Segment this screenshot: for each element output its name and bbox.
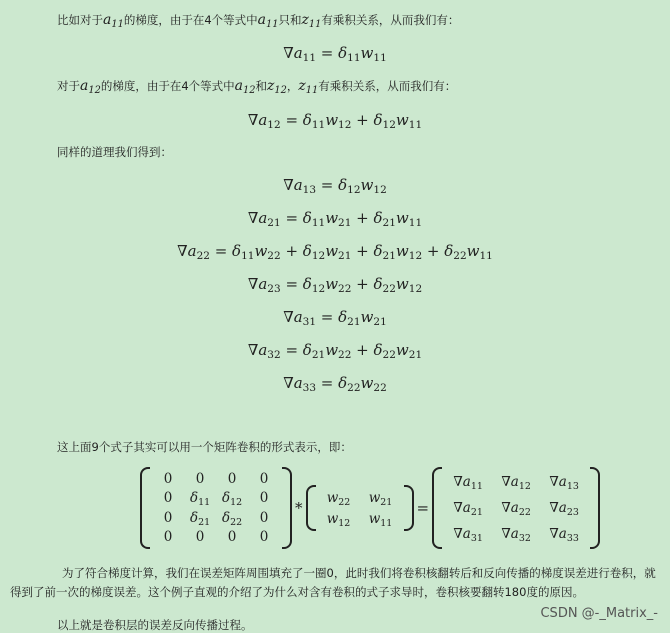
intro1-text-a: 比如对于 xyxy=(57,13,103,27)
equation-grad-a32: $\nabla a_{32} = \delta_{21}w_{22} + \delta_{22}w_{21}$ xyxy=(247,341,423,361)
matrix-cell: 0 xyxy=(195,529,205,546)
math-a11-b: $a_{11}$ xyxy=(257,12,279,30)
matrix-convolution-equation xyxy=(140,466,600,550)
equation-grad-a22: $\nabla a_{22} = \delta_{11}w_{22} + \delta_{12}w_{21} + \delta_{21}w_{12} + \delta_{22}w_{11}$ xyxy=(177,242,493,262)
math-z12: $z_{12}$ xyxy=(266,78,287,96)
rotated-kernel-matrix xyxy=(306,485,414,531)
intro-line-3: 同样的道理我们得到： xyxy=(57,145,172,159)
matrix-cell: $\nabla a_{22}$ xyxy=(501,500,531,518)
math-a11: $a_{11}$ xyxy=(103,12,124,30)
equals-sign: = xyxy=(416,499,430,517)
intro2-text-b: 的梯度，由于在4个等式中 xyxy=(100,79,235,93)
matrix-cell: $\delta_{21}$ xyxy=(190,509,211,528)
math-a12: $a_{12}$ xyxy=(80,78,101,96)
intro-line-1 xyxy=(57,12,459,28)
convolution-operator: * xyxy=(295,499,303,517)
intro2-text-a: 对于 xyxy=(57,79,80,93)
math-a12-b: $a_{12}$ xyxy=(234,78,256,96)
math-z11-b: $z_{11}$ xyxy=(298,78,319,96)
matrix-cell: $w_{12}$ xyxy=(326,510,351,529)
matrix-cell: 0 xyxy=(163,490,173,507)
matrix-cell: $w_{22}$ xyxy=(326,489,351,508)
intro-line-2 xyxy=(57,78,456,94)
matrix-cell: $w_{11}$ xyxy=(368,510,393,529)
intro2-text-d: ， xyxy=(286,79,299,93)
intro1-text-b: 的梯度，由于在4个等式中 xyxy=(123,13,258,27)
matrix-cell: $\delta_{22}$ xyxy=(222,509,243,528)
matrix-cell: $\nabla a_{12}$ xyxy=(501,474,531,492)
explanation-paragraph: 为了符合梯度计算，我们在误差矩阵周围填充了一圈0，此时我们将卷积核翻转后和反向传播的梯度误差进行卷积，就得到了前一次的梯度误差。这个例子直观的介绍了为什么对含有卷积的式子求导时，卷积核要翻转180度的原因。 xyxy=(10,566,656,599)
matrix-cell: 0 xyxy=(227,470,237,487)
matrix-cell: $\nabla a_{11}$ xyxy=(453,474,483,492)
matrix-cell: 0 xyxy=(163,470,173,487)
matrix-cell: $\delta_{11}$ xyxy=(190,490,211,509)
equation-grad-a11: $\nabla a_{11} = \delta_{11}w_{11}$ xyxy=(283,44,387,64)
matrix-cell: 0 xyxy=(259,490,269,507)
matrix-cell: $\delta_{12}$ xyxy=(222,490,243,509)
matrix-cell: $\nabla a_{21}$ xyxy=(453,500,483,518)
equation-grad-a13: $\nabla a_{13} = \delta_{12}w_{12}$ xyxy=(283,176,387,196)
matrix-cell: $\nabla a_{23}$ xyxy=(549,500,579,518)
matrix-cell: $\nabla a_{32}$ xyxy=(501,526,531,544)
matrix-cell: 0 xyxy=(195,470,205,487)
equation-grad-a31: $\nabla a_{31} = \delta_{21}w_{21}$ xyxy=(283,308,387,328)
equation-grad-a12: $\nabla a_{12} = \delta_{11}w_{12} + \delta_{12}w_{11}$ xyxy=(247,111,423,131)
intro1-text-c: 只和 xyxy=(278,13,302,27)
intro2-text-c: 和 xyxy=(255,79,267,93)
matrix-cell: 0 xyxy=(259,529,269,546)
matrix-cell: 0 xyxy=(163,529,173,546)
equation-grad-a33: $\nabla a_{33} = \delta_{22}w_{22}$ xyxy=(283,374,387,394)
padded-delta-matrix xyxy=(140,467,292,549)
matrix-intro: 这上面9个式子其实可以用一个矩阵卷积的形式表示，即： xyxy=(57,440,352,454)
conclusion-text: 以上就是卷积层的误差反向传播过程。 xyxy=(57,618,253,632)
equation-grad-a23: $\nabla a_{23} = \delta_{12}w_{22} + \delta_{22}w_{12}$ xyxy=(247,275,423,295)
matrix-cell: $\nabla a_{31}$ xyxy=(453,526,483,544)
math-z11: $z_{11}$ xyxy=(301,12,322,30)
gradient-result-matrix xyxy=(432,467,600,549)
matrix-cell: 0 xyxy=(259,509,269,526)
matrix-cell: 0 xyxy=(259,470,269,487)
equation-grad-a21: $\nabla a_{21} = \delta_{11}w_{21} + \delta_{21}w_{11}$ xyxy=(247,209,423,229)
matrix-cell: 0 xyxy=(163,509,173,526)
intro1-text-d: 有乘积关系，从而我们有： xyxy=(321,13,460,27)
intro2-text-e: 有乘积关系，从而我们有： xyxy=(318,79,457,93)
csdn-watermark: CSDN @-_Matrix_- xyxy=(540,606,658,621)
matrix-cell: $w_{21}$ xyxy=(368,489,393,508)
matrix-cell: $\nabla a_{13}$ xyxy=(549,474,579,492)
matrix-cell: 0 xyxy=(227,529,237,546)
matrix-cell: $\nabla a_{33}$ xyxy=(549,526,579,544)
